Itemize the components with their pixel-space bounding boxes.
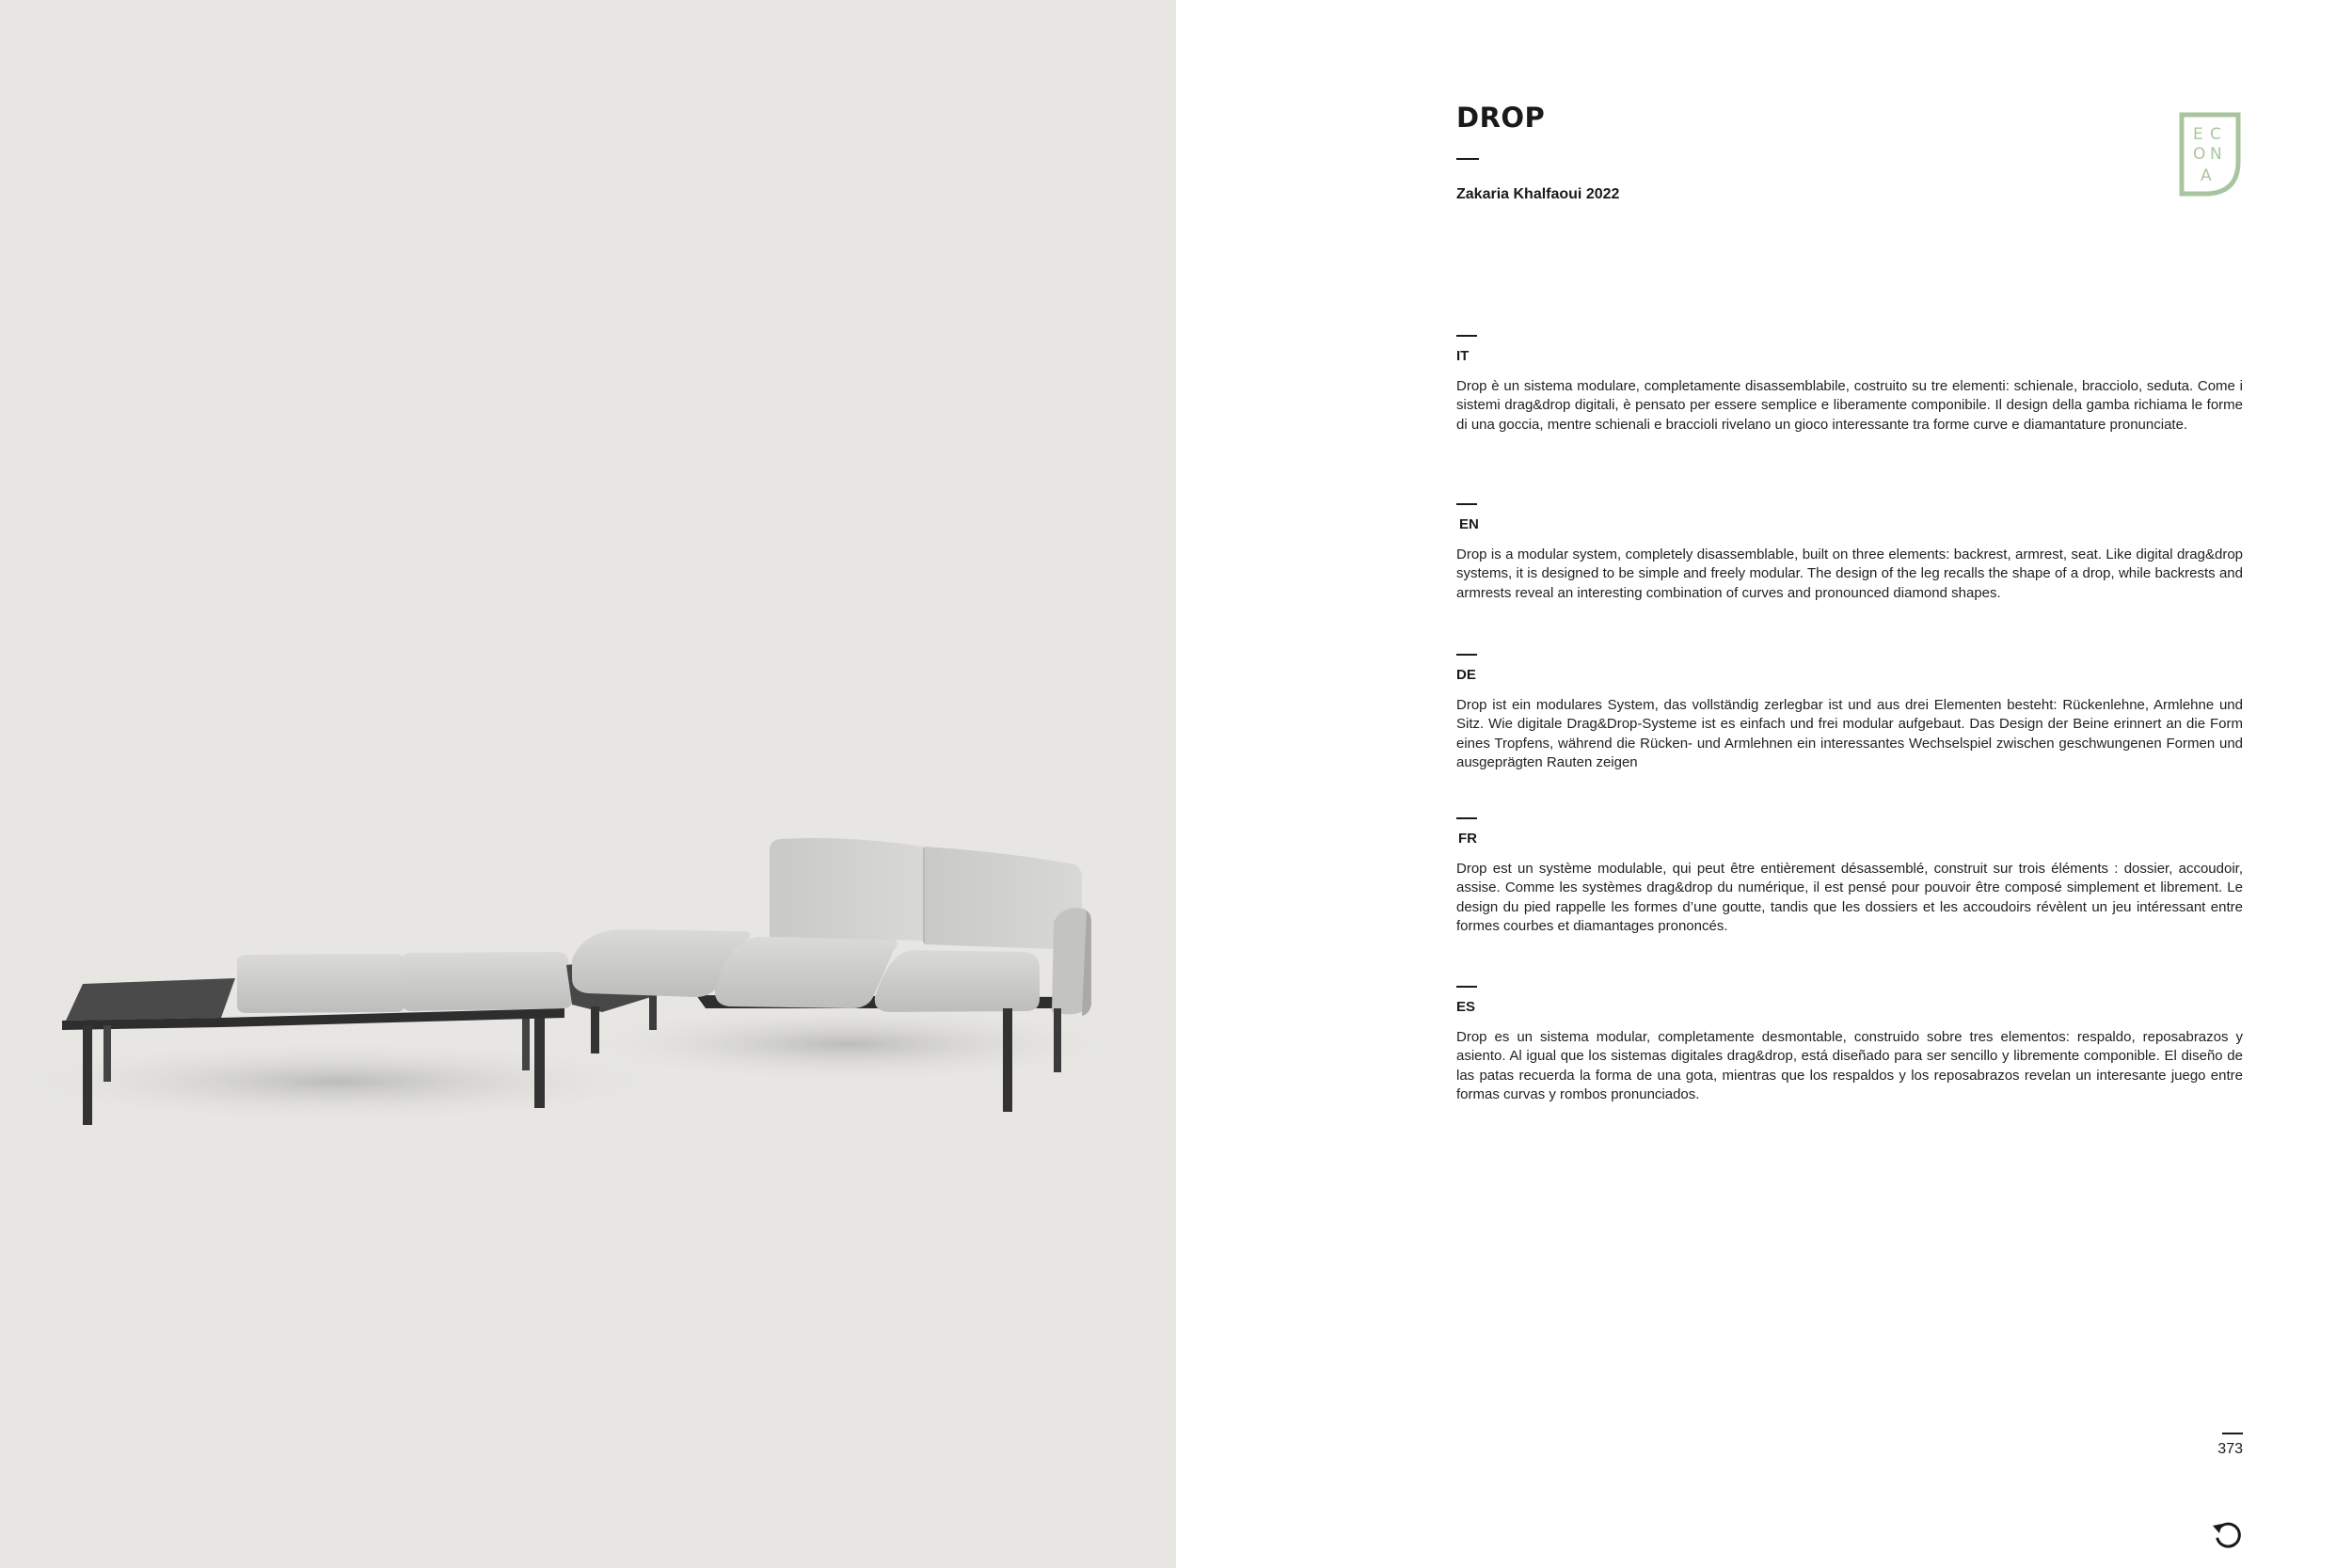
section-de	[1456, 654, 2243, 773]
designer-credit: Zakaria Khalfaoui 2022	[1456, 186, 1620, 202]
section-text: Drop es un sistema modular, completamente desmontable, construido sobre tres elementos: respaldo, reposabrazos y asiento. Al igual que los sistemas digitales drag&drop, está diseñado para ser sencillo y libremente componible. El diseño de las patas recuerda la forma de una gota, mientras que los respaldos y los reposabrazos revelan un interesante juego entre formas curvas y rombos pronunciados.	[1456, 1028, 2243, 1102]
section-text: Drop is a modular system, completely disassemblable, built on three elements: backrest, armrest, seat. Like digital drag&drop systems, it is designed to be simple and freely modular. The design of the leg recalls the shape of a drop, while backrests and armrests reveal an interesting combination of curves and pronounced diamond shapes.	[1456, 546, 2243, 601]
logo-letter-c: C	[2210, 125, 2221, 144]
section-rule	[1456, 503, 1477, 505]
section-rule	[1456, 654, 1477, 656]
section-code: IT	[1456, 347, 1470, 364]
text-panel	[1176, 0, 2352, 1568]
logo-letter-o: O	[2193, 145, 2206, 164]
page-title: DROP	[1456, 102, 1546, 134]
section-rule	[1456, 817, 1477, 819]
section-code: ES	[1456, 998, 1476, 1015]
section-fr	[1456, 817, 2243, 937]
section-en	[1456, 503, 2243, 603]
section-text: Drop ist ein modulares System, das vollständig zerlegbar ist und aus drei Elementen besteht: Rückenlehne, Armlehne und Sitz. Wie digitale Drag&Drop-Systeme ist es einfach und frei modular aufgebaut. Das Design der Beine erinnert an die Form eines Tropfens, während die Rücken- und Armlehnen ein interessantes Wechselspiel zwischen geschwungenen Formen und ausgeprägten Rauten zeigen	[1456, 696, 2243, 770]
section-text: Drop est un système modulable, qui peut être entièrement désassemblé, construit sur trois éléments : dossier, accoudoir, assise. Comme les systèmes drag&drop du numérique, il est pensé pour pouvoir être composé simplement et librement. Le design du pied rappelle les formes d’une goutte, tandis que les dossiers et les accoudoirs révèlent un jeu intéressant entre formes courbes et diamantages prononcés.	[1456, 860, 2243, 934]
logo-letter-e: E	[2193, 125, 2203, 144]
refresh-icon[interactable]	[2209, 1516, 2247, 1554]
section-es	[1456, 986, 2243, 1105]
title-underline	[1456, 158, 1479, 160]
logo-letter-n: N	[2210, 145, 2222, 164]
econa-logo	[2178, 111, 2242, 198]
section-code: FR	[1458, 830, 1477, 847]
logo-letter-a: A	[2201, 166, 2212, 185]
section-code: EN	[1459, 515, 1479, 532]
page-number-rule	[2222, 1433, 2243, 1434]
section-text: Drop è un sistema modulare, completamente disassemblabile, costruito su tre elementi: schienale, bracciolo, seduta. Come i sistemi drag&drop digitali, è pensato per essere semplice e liberamente componibile. Il design della gamba richiama le forme di una goccia, mentre schienali e braccioli rivelano un gioco interessante tra forme curve e diamantature pronunciate.	[1456, 377, 2243, 433]
section-code: DE	[1456, 666, 1476, 683]
section-rule	[1456, 335, 1477, 337]
section-it	[1456, 335, 2243, 435]
section-rule	[1456, 986, 1477, 988]
page-number: 373	[2217, 1441, 2243, 1457]
